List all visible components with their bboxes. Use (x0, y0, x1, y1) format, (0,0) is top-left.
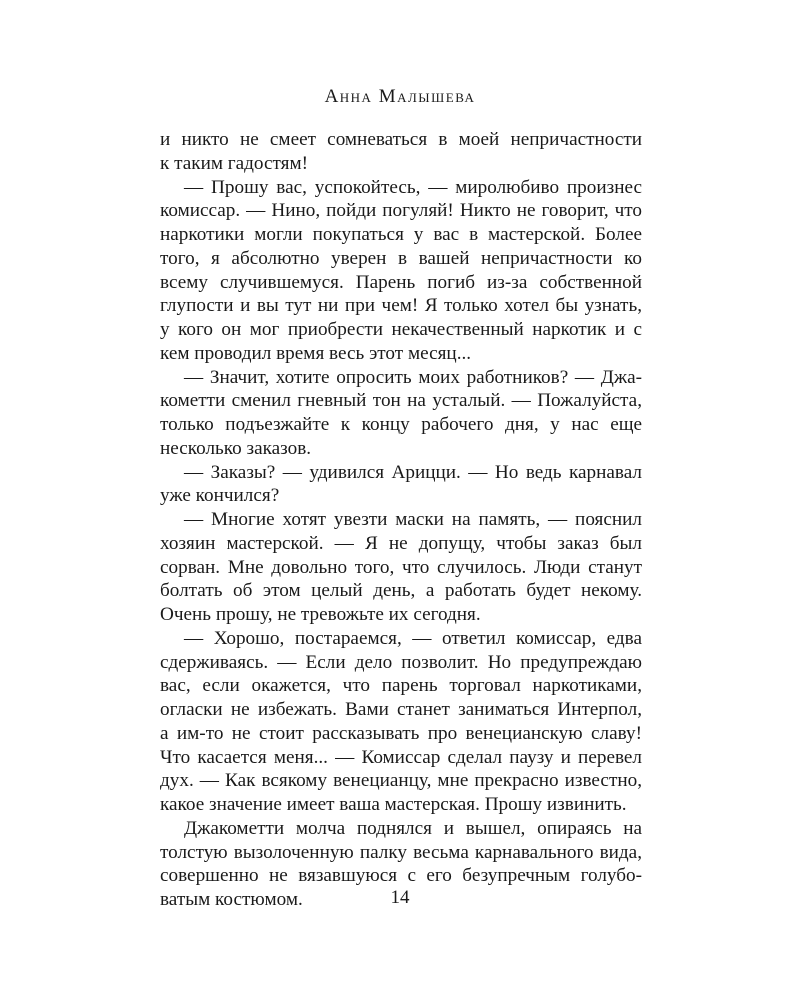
text-line: кометти сменил гневный тон на усталый. — Пожалуйста, (160, 390, 642, 412)
text-line: наркотики могли покупаться у вас в мастерской. Более (160, 224, 642, 245)
paragraph (160, 508, 642, 627)
page-number: 14 (390, 887, 410, 908)
text-line: Что касается меня... — Комиссар сделал паузу и перевел (160, 746, 642, 768)
text-line: болтать об этом целый день, а работать будет некому. (160, 580, 642, 602)
paragraph (160, 627, 642, 817)
text-line: у кого он мог приобрести некачественный наркотик и с (160, 319, 642, 340)
text-line: глупости и вы тут ни при чем! Я только хотел бы узнать, (160, 295, 642, 317)
text-line: того, я абсолютно уверен в вашей непричастности ко (160, 247, 642, 269)
text-line: а им-то не стоит рассказывать про венецианскую славу! (160, 722, 642, 744)
text-line: только подъезжайте к концу рабочего дня, у нас еще (160, 414, 642, 435)
body-text (160, 128, 642, 912)
text-line: дух. — Как всякому венецианцу, мне прекрасно известно, (160, 770, 642, 792)
text-line: Джакометти молча поднялся и вышел, опираясь на (184, 817, 642, 839)
text-line: хозяин мастерской. — Я не допущу, чтобы заказ был (160, 532, 642, 554)
text-line: толстую вызолоченную палку весьма карнавального вида, (160, 841, 642, 863)
paragraph (160, 176, 642, 366)
text-line: огласки не избежать. Вами станет заниматься Интерпол, (160, 699, 642, 720)
text-line: Очень прошу, не тревожьте их сегодня. (160, 604, 481, 625)
text-line: совершенно не вязавшуюся с его безупречным голубо- (160, 865, 642, 887)
text-line: всему случившемуся. Парень погиб из-за собственной (160, 271, 642, 293)
text-line: — Прошу вас, успокойтесь, — миролюбиво произнес (184, 176, 642, 198)
text-line: — Многие хотят увезти маски на память, — пояснил (184, 509, 642, 530)
text-line: какое значение имеет ваша мастерская. Прошу извинить. (160, 794, 627, 815)
text-line: кем проводил время весь этот месяц... (160, 342, 472, 364)
text-line: — Значит, хотите опросить моих работников? — Джа- (184, 366, 642, 388)
text-line: несколько заказов. (160, 437, 312, 459)
text-line: сдерживаясь. — Если дело позволит. Но предупреждаю (160, 651, 642, 673)
text-line: вас, если окажется, что парень торговал наркотиками, (160, 675, 642, 697)
paragraph (160, 366, 642, 461)
text-line: комиссар. — Нино, пойди погуляй! Никто не говорит, что (160, 200, 642, 222)
text-line: сорван. Мне довольно того, что случилось. Люди станут (160, 556, 642, 578)
text-line: уже кончился? (160, 485, 280, 507)
running-head: Анна Малышева (324, 86, 476, 107)
text-line: и никто не смеет сомневаться в моей непричастности (160, 129, 642, 150)
text-line: ватым костюмом. (160, 889, 303, 910)
paragraph (160, 128, 642, 176)
text-line: — Хорошо, постараемся, — ответил комиссар, едва (184, 627, 642, 649)
text-line: — Заказы? — удивился Арицци. — Но ведь карнавал (184, 461, 642, 483)
text-line: к таким гадостям! (160, 152, 309, 174)
paragraph (160, 461, 642, 509)
